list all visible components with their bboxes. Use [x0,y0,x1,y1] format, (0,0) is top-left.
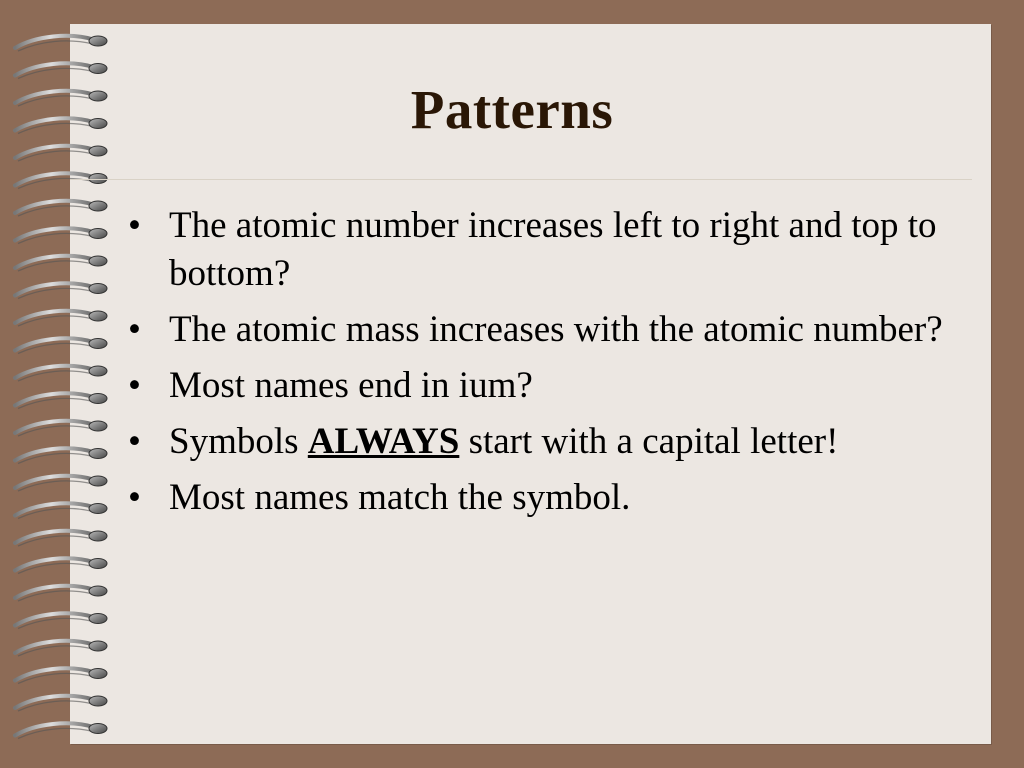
binding-hole [89,339,107,349]
bullet-text: The atomic number increases left to right and top to bottom? [169,205,937,294]
bullet-item [126,474,986,522]
binding-hole [89,504,107,514]
binding-hole [89,614,107,624]
binding-hole [89,394,107,404]
bullet-item [126,306,986,354]
binding-hole [89,229,107,239]
binding-hole [89,284,107,294]
binding-hole [89,641,107,651]
binding-hole [89,146,107,156]
emphasis-text: ALWAYS [307,421,460,462]
bullet-item [126,202,986,298]
binding-hole [89,531,107,541]
binding-hole [89,421,107,431]
binding-hole [89,559,107,569]
binding-hole [89,696,107,706]
binding-hole [89,201,107,211]
binding-hole [89,36,107,46]
binding-hole [89,586,107,596]
bullet-text-prefix: Symbols [169,421,308,462]
binding-hole [89,256,107,266]
binding-hole [89,449,107,459]
bullet-list [126,202,986,534]
bullet-text: The atomic mass increases with the atomic number? [169,309,943,350]
binding-hole [89,366,107,376]
bullet-text-suffix: start with a capital letter! [459,421,839,462]
binding-hole [89,476,107,486]
binding-hole [89,724,107,734]
bullet-text: Most names end in ium? [169,365,533,406]
bullet-item [126,418,986,466]
title-divider [70,179,972,180]
binding-hole [89,311,107,321]
bullet-text: Most names match the symbol. [169,477,631,518]
binding-hole [89,669,107,679]
binding-hole [89,64,107,74]
page-title: Patterns [410,79,614,140]
bullet-item [126,362,986,410]
